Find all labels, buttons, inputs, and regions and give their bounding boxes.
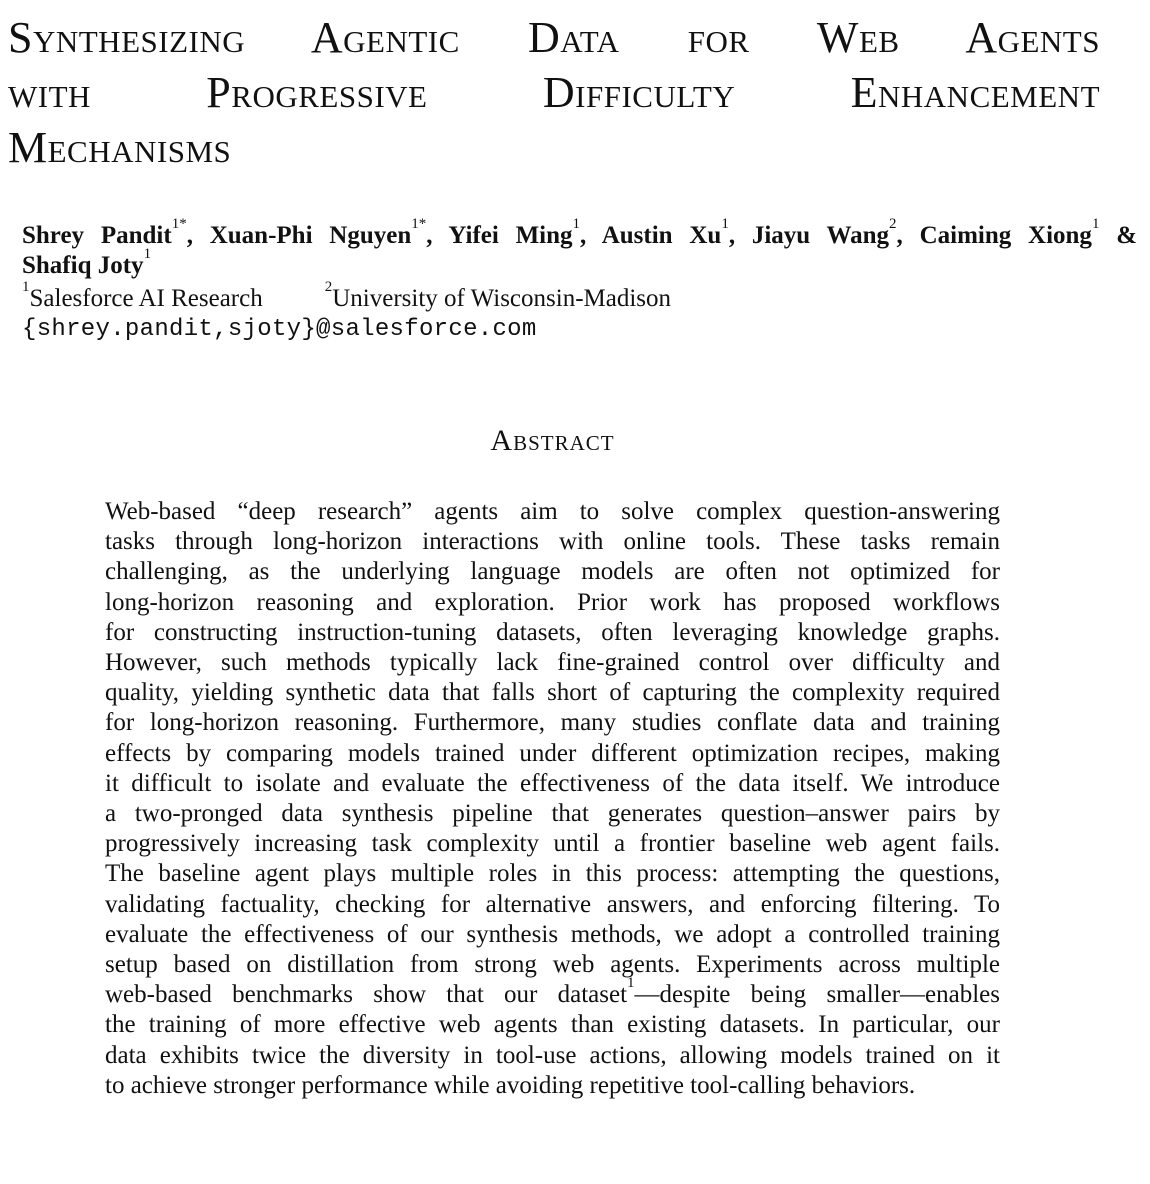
author-line <box>22 216 1138 251</box>
title-line: Synthesizing Agentic Data for Web Agents <box>8 13 1100 62</box>
author-line <box>22 246 1137 281</box>
author-affiliation-mark: 1 <box>721 216 729 232</box>
author-affiliation-mark: 1* <box>411 216 427 232</box>
author-name: Shrey Pandit <box>22 222 172 249</box>
author-affiliation-mark: 1 <box>143 246 152 262</box>
abstract-line: challenging, as the underlying language models are often not optimized for <box>105 558 1000 586</box>
author-list <box>22 216 1138 281</box>
abstract-line: for constructing instruction-tuning datasets, often leveraging knowledge graphs. <box>105 618 1000 646</box>
author-affiliation-mark: 1 <box>1091 216 1100 232</box>
abstract-line: progressively increasing task complexity until a frontier baseline web agent fails. <box>105 830 1000 858</box>
affiliation-list <box>22 279 672 314</box>
abstract-line <box>105 975 1000 1010</box>
author-separator: , <box>186 222 210 249</box>
abstract-line-text: web-based benchmarks show that our dataset <box>105 981 628 1009</box>
author-name: Jiayu Wang <box>751 222 890 249</box>
abstract-line: setup based on distillation from strong web agents. Experiments across multiple <box>105 951 1000 979</box>
author-name: Xuan-Phi Nguyen <box>209 222 412 249</box>
author-affiliation-mark: 2 <box>889 216 897 232</box>
abstract-line: effects by comparing models trained under different optimization recipes, making <box>105 739 1000 767</box>
paper-title <box>8 10 1100 175</box>
abstract-line: a two-pronged data synthesis pipeline that generates question–answer pairs by <box>105 800 1000 828</box>
affiliation-name: Salesforce AI Research <box>29 285 263 312</box>
author-separator: , <box>896 222 920 249</box>
abstract-line: for long-horizon reasoning. Furthermore, many studies conflate data and training <box>105 709 1000 737</box>
abstract-line: validating factuality, checking for alternative answers, and enforcing filtering. To <box>105 890 1000 918</box>
affiliation-mark: 1 <box>22 279 30 295</box>
contact-email[interactable]: {shrey.pandit,sjoty}@salesforce.com <box>22 316 537 343</box>
author-name: Caiming Xiong <box>919 222 1092 249</box>
abstract-line: quality, yielding synthetic data that falls short of capturing the complexity required <box>105 679 1000 707</box>
affiliation-mark: 2 <box>324 279 333 295</box>
author-affiliation-mark: 1 <box>572 216 581 232</box>
author-name: Yifei Ming <box>448 222 573 249</box>
abstract-line: data exhibits twice the diversity in tool-use actions, allowing models trained on it <box>105 1041 1000 1069</box>
abstract-line: long-horizon reasoning and exploration. Prior work has proposed workflows <box>105 588 1000 616</box>
abstract-line: The baseline agent plays multiple roles in this process: attempting the questions, <box>105 860 1000 888</box>
author-separator: & <box>1099 222 1138 249</box>
abstract-line: Web-based “deep research” agents aim to solve complex question-answering <box>105 498 1000 525</box>
author-name: Shafiq Joty <box>22 252 144 279</box>
abstract-line: evaluate the effectiveness of our synthesis methods, we adopt a controlled training <box>105 920 1000 948</box>
title-line: Mechanisms <box>8 123 232 172</box>
author-affiliation-mark: 1* <box>171 216 187 232</box>
affiliation-name: University of Wisconsin-Madison <box>332 285 672 312</box>
abstract-line: tasks through long-horizon interactions with online tools. These tasks remain <box>105 528 1000 556</box>
abstract-line-text: —despite being smaller—enables <box>634 981 1000 1009</box>
author-separator: , <box>426 222 449 249</box>
abstract-line: it difficult to isolate and evaluate the effectiveness of the data itself. We introduce <box>105 769 1000 797</box>
footnote-mark[interactable]: 1 <box>627 975 635 992</box>
abstract-body <box>105 497 1000 1101</box>
author-separator: , <box>728 222 752 249</box>
abstract-heading: Abstract <box>490 424 615 457</box>
abstract-line: However, such methods typically lack fine-grained control over difficulty and <box>105 649 1000 677</box>
author-name: Austin Xu <box>601 222 722 249</box>
abstract-line: the training of more effective web agents than existing datasets. In particular, our <box>105 1011 1000 1039</box>
abstract-line: to achieve stronger performance while avoiding repetitive tool-calling behaviors. <box>105 1071 916 1099</box>
title-line: with Progressive Difficulty Enhancement <box>8 68 1100 117</box>
author-separator: , <box>580 222 602 249</box>
